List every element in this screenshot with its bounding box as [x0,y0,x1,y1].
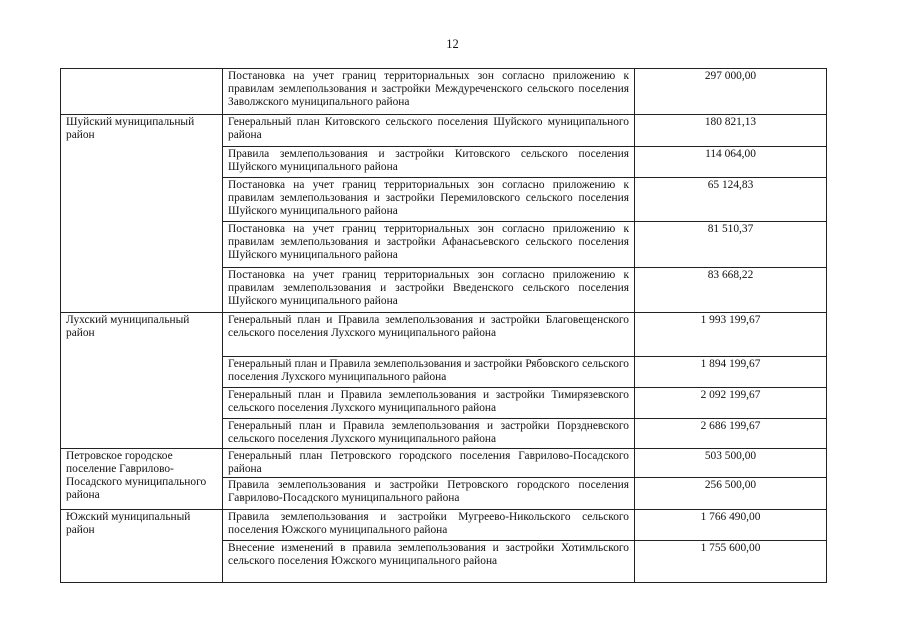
document-cell: Постановка на учет границ территориальных зон согласно приложению к правилам землепользования и застройки Перемиловского сельского поселения Шуйского муниципального района [223,178,635,222]
amount-cell: 114 064,00 [635,147,827,178]
amount-cell: 1 755 600,00 [635,541,827,583]
document-cell: Генеральный план Петровского городского поселения Гаврилово-Посадского района [223,449,635,478]
amount-cell: 1 993 199,67 [635,313,827,357]
table-row [61,313,827,357]
amount-cell: 256 500,00 [635,478,827,510]
amount-cell: 81 510,37 [635,222,827,268]
amount-cell: 1 894 199,67 [635,357,827,388]
document-cell: Генеральный план Китовского сельского поселения Шуйского муниципального района [223,115,635,147]
amount-cell: 297 000,00 [635,69,827,115]
document-cell: Правила землепользования и застройки Мугреево-Никольского сельского поселения Южского муниципального района [223,510,635,541]
document-cell: Генеральный план и Правила землепользования и застройки Рябовского сельского поселения Лухского муниципального района [223,357,635,388]
district-cell: Шуйский муниципальный район [61,115,223,313]
table-row [61,510,827,541]
document-cell: Генеральный план и Правила землепользования и застройки Тимирязевского сельского поселения Лухского муниципального района [223,388,635,419]
page-number: 12 [446,37,459,51]
amount-cell: 83 668,22 [635,268,827,313]
amount-cell: 2 686 199,67 [635,419,827,449]
table-row [61,449,827,478]
district-cell [61,69,223,115]
district-cell: Южский муниципальный район [61,510,223,583]
table-row [61,69,827,115]
amount-cell: 1 766 490,00 [635,510,827,541]
document-cell: Генеральный план и Правила землепользования и застройки Порздневского сельского поселения Лухского муниципального района [223,419,635,449]
amount-cell: 503 500,00 [635,449,827,478]
amount-cell: 180 821,13 [635,115,827,147]
document-cell: Генеральный план и Правила землепользования и застройки Благовещенского сельского поселения Лухского муниципального района [223,313,635,357]
document-cell: Правила землепользования и застройки Китовского сельского поселения Шуйского муниципального района [223,147,635,178]
amount-cell: 2 092 199,67 [635,388,827,419]
document-cell: Внесение изменений в правила землепользования и застройки Хотимльского сельского поселения Южского муниципального района [223,541,635,583]
district-cell: Петровское городское поселение Гаврилово-Посадского муниципального района [61,449,223,510]
district-cell: Лухский муниципальный район [61,313,223,449]
document-cell: Постановка на учет границ территориальных зон согласно приложению к правилам землепользования и застройки Афанасьевского сельского поселения Шуйского муниципального района [223,222,635,268]
amount-cell: 65 124,83 [635,178,827,222]
document-cell: Постановка на учет границ территориальных зон согласно приложению к правилам землепользования и застройки Введенского сельского поселения Шуйского муниципального района [223,268,635,313]
budget-table [60,68,827,583]
document-cell: Постановка на учет границ территориальных зон согласно приложению к правилам землепользования и застройки Междуреченского сельского поселения Заволжского муниципального района [223,69,635,115]
table-row [61,115,827,147]
document-cell: Правила землепользования и застройки Петровского городского поселения Гаврилово-Посадского муниципального района [223,478,635,510]
